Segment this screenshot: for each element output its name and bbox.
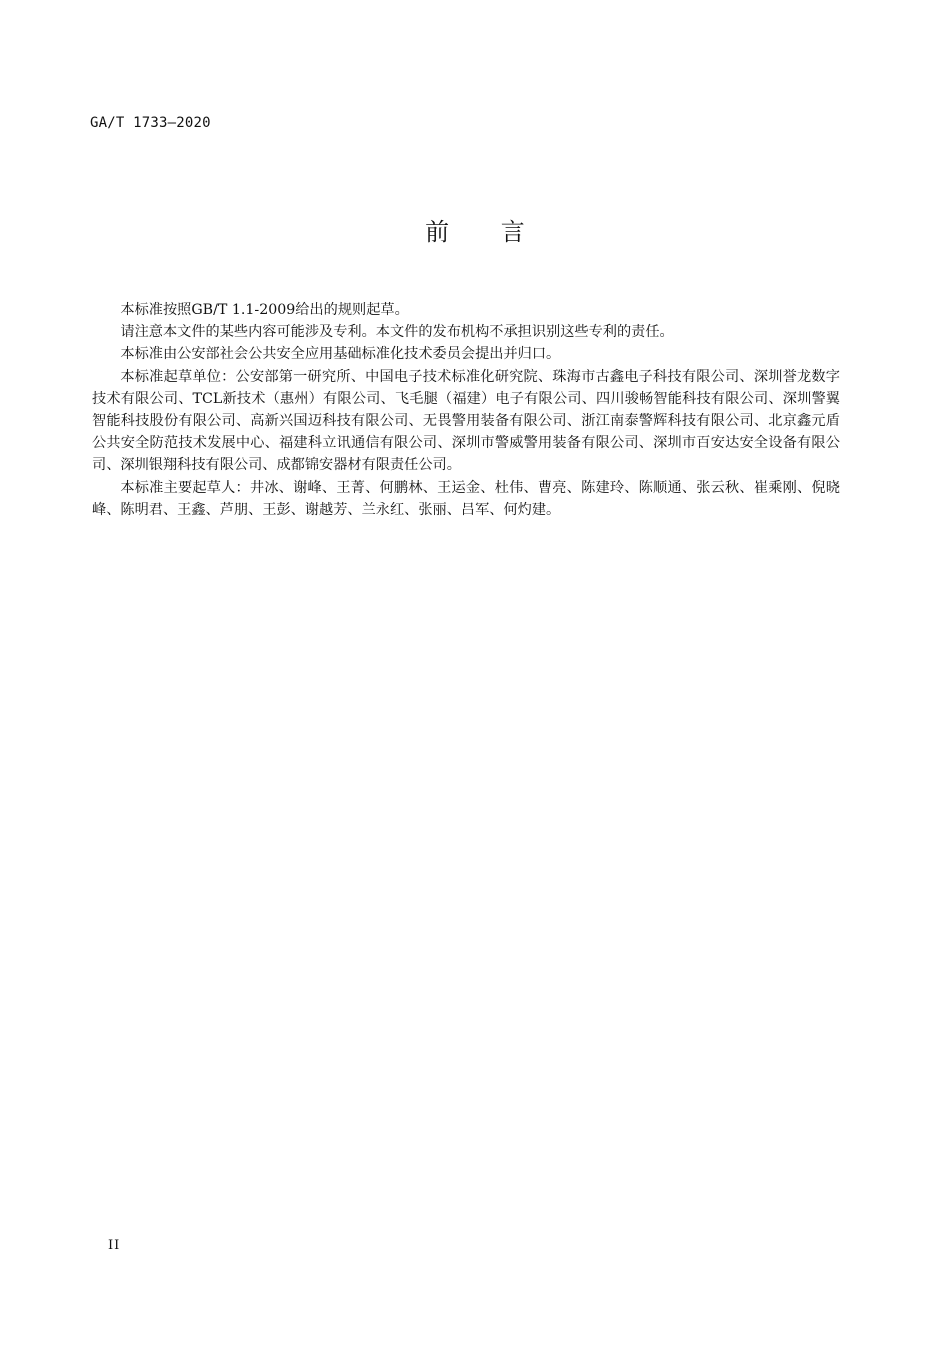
standard-code: GA/T 1733—2020 [90,115,211,131]
foreword-body [92,299,840,521]
paragraph-drafting-units: 本标准起草单位：公安部第一研究所、中国电子技术标准化研究院、珠海市古鑫电子科技有限公司、深圳誉龙数字技术有限公司、TCL新技术（惠州）有限公司、飞毛腿（福建）电子有限公司、四川骏畅智能科技有限公司、深圳警翼智能科技股份有限公司、高新兴国迈科技有限公司、无畏警用装备有限公司、浙江南泰警辉科技有限公司、北京鑫元盾公共安全防范技术发展中心、福建科立讯通信有限公司、深圳市警威警用装备有限公司、深圳市百安达安全设备有限公司、深圳银翔科技有限公司、成都锦安器材有限责任公司。 [92,368,840,474]
paragraph-proposer: 本标准由公安部社会公共安全应用基础标准化技术委员会提出并归口。 [120,346,561,363]
page-number: II [108,1238,121,1253]
paragraph-patent-notice: 请注意本文件的某些内容可能涉及专利。本文件的发布机构不承担识别这些专利的责任。 [120,324,674,341]
page-title: 前 言 [425,218,547,246]
paragraph-drafters: 本标准主要起草人：井冰、谢峰、王菁、何鹏林、王运金、杜伟、曹亮、陈建玲、陈顺通、张云秋、崔乘刚、倪晓峰、陈明君、王鑫、芦朋、王彭、谢越芳、兰永红、张丽、吕军、何灼建。 [92,479,840,518]
paragraph-drafting-rules: 本标准按照GB/T 1.1-2009给出的规则起草。 [120,302,409,318]
